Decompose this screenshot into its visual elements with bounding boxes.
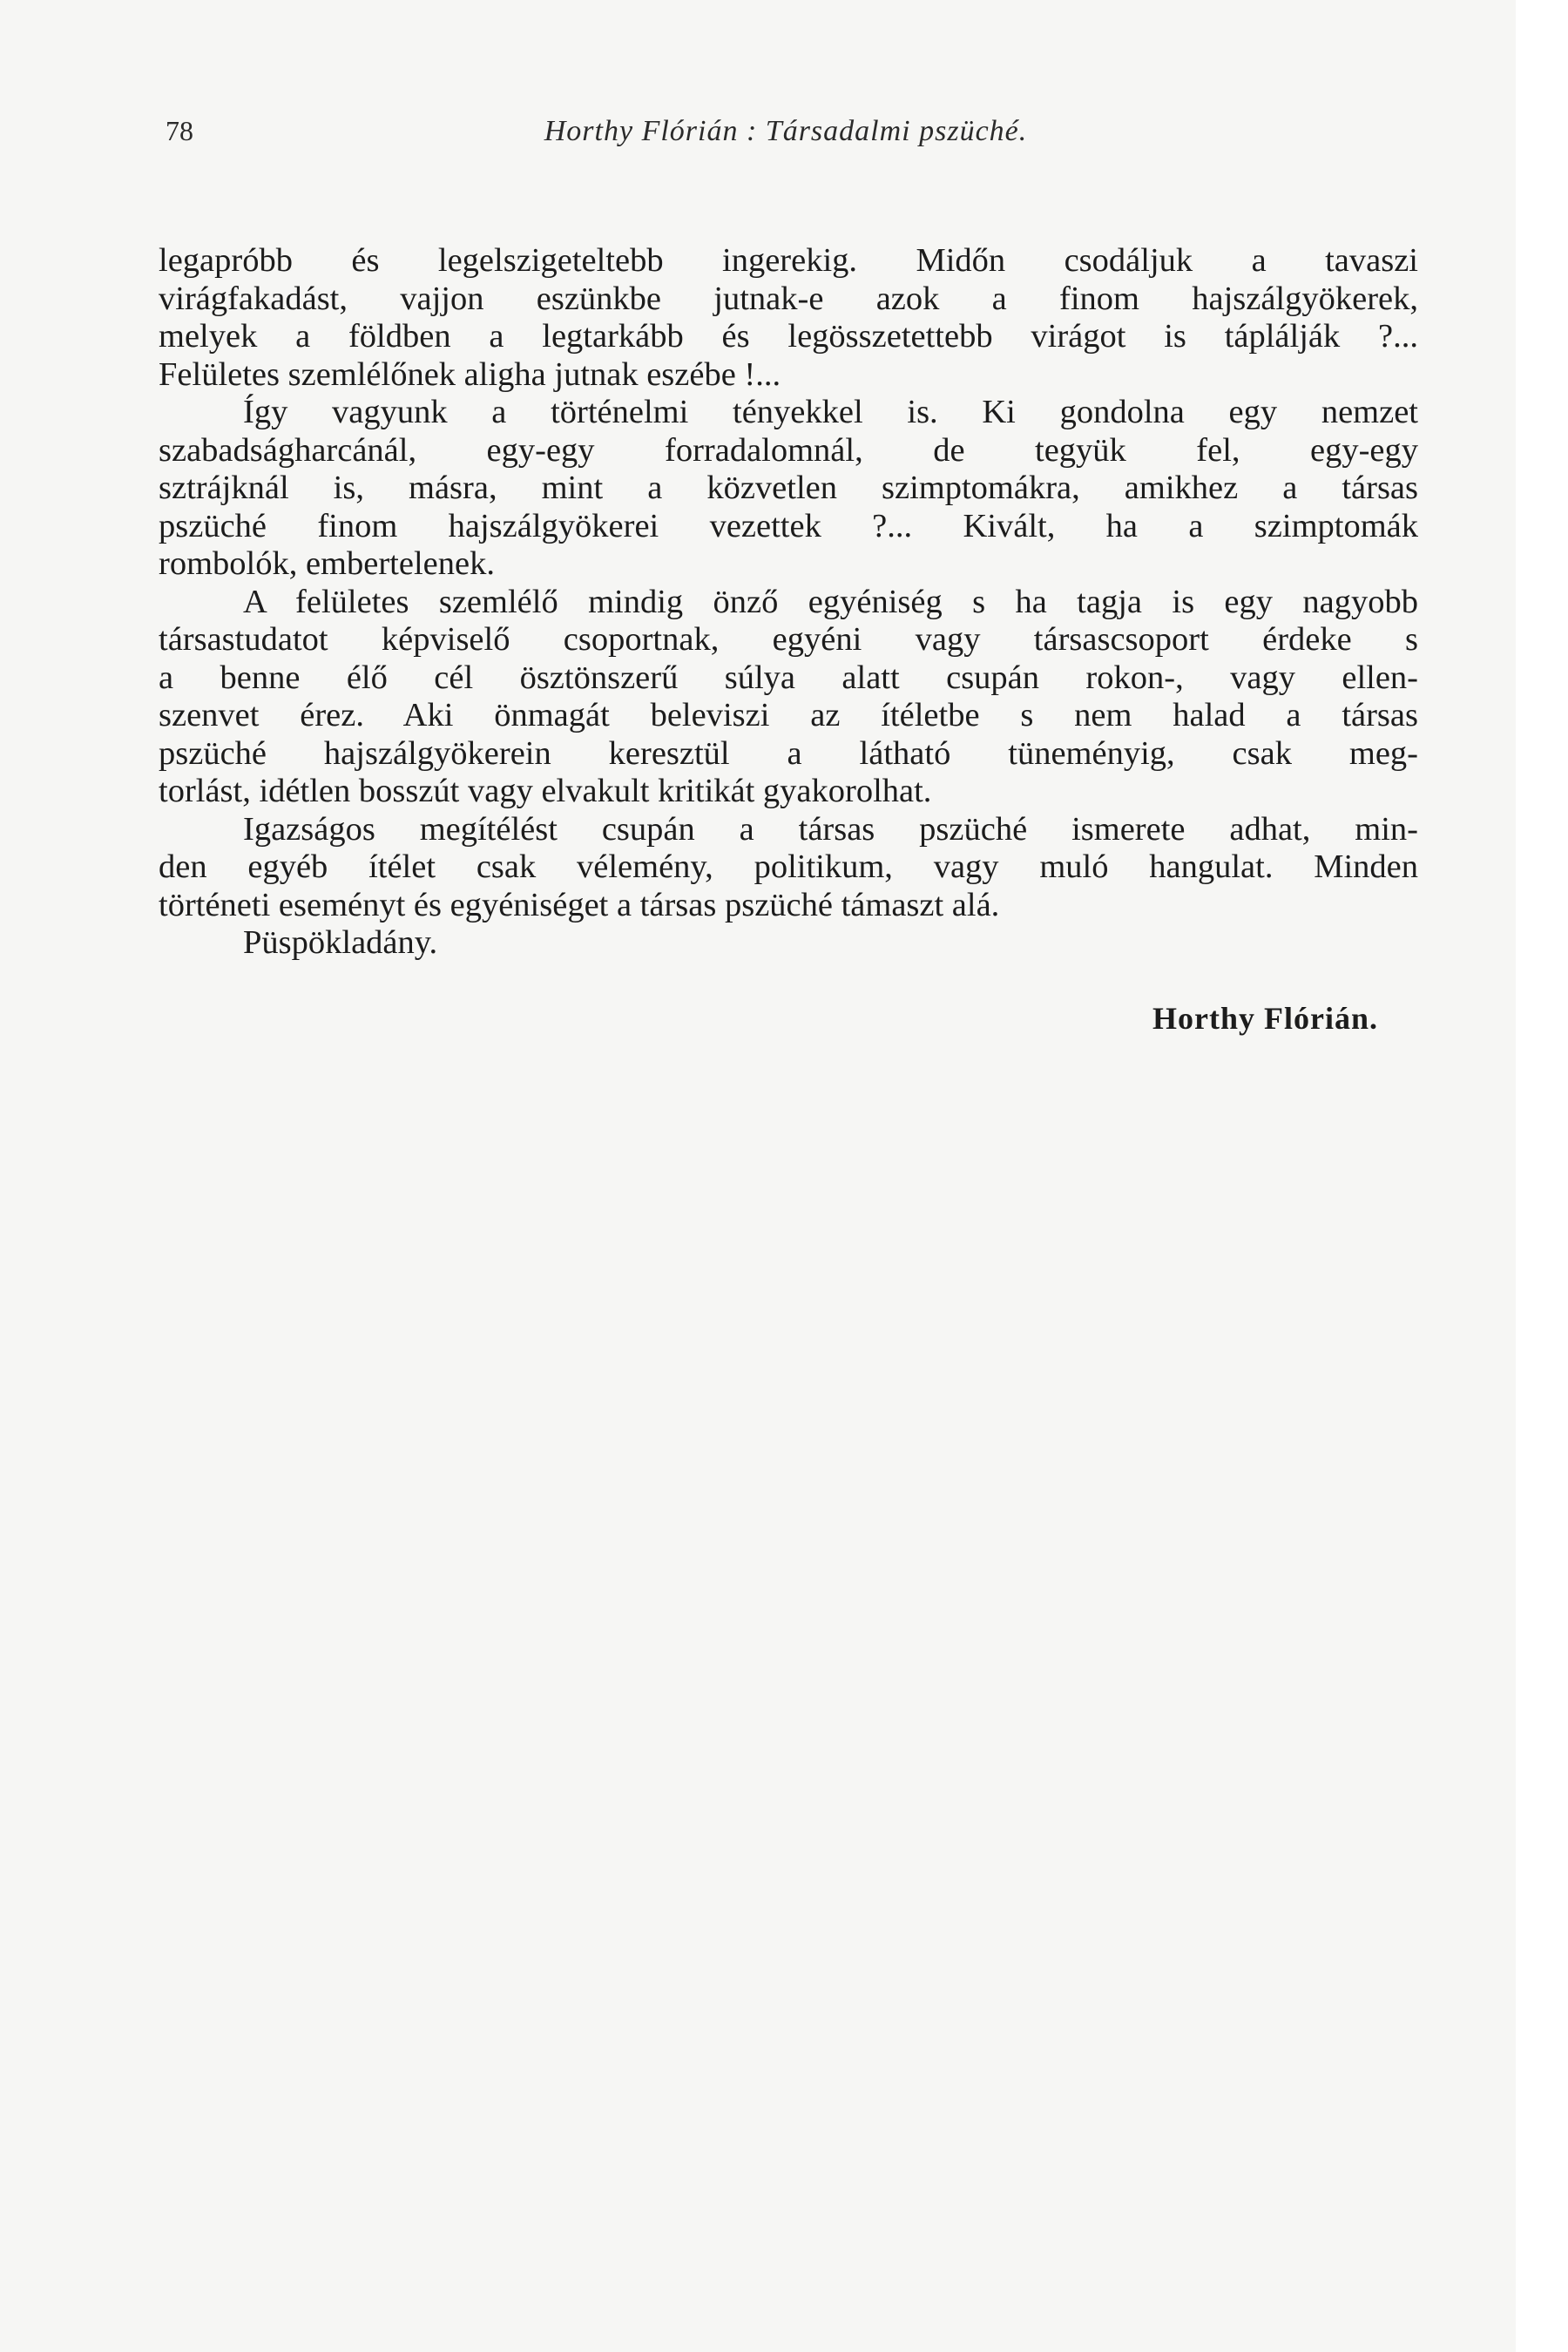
text-line: sztrájknál is, másra, mint a közvetlen szimptomákra, amikhez a társas xyxy=(159,470,1418,506)
text-line: den egyéb ítélet csak vélemény, politikum, vagy muló hangulat. Minden xyxy=(159,848,1418,885)
author-signature: Horthy Flórián. xyxy=(1152,1001,1378,1036)
text-line: pszüché hajszálgyökerein keresztül a látható tüneményig, csak meg- xyxy=(159,734,1418,772)
text-line: Igazságos megítélést csupán a társas pszüché ismerete adhat, min- xyxy=(243,810,1418,848)
text-line: történeti eseményt és egyéniséget a társas pszüché támaszt alá. xyxy=(159,886,1000,923)
text-line: legapróbb és legelszigeteltebb ingerekig. Midőn csodáljuk a tavaszi xyxy=(159,242,1418,279)
body-text xyxy=(159,242,1418,963)
text-line: melyek a földben a legtarkább és legösszetettebb virágot is táplálják ?... xyxy=(159,318,1418,355)
text-line: pszüché finom hajszálgyökerei vezettek ?... Kivált, ha a szimptomák xyxy=(159,507,1418,544)
running-title: Horthy Flórián : Társadalmi pszüché. xyxy=(544,115,1028,147)
text-line: A felületes szemlélő mindig önző egyéniség s ha tagja is egy nagyobb xyxy=(243,583,1418,620)
place-name: Püspökladány. xyxy=(243,924,438,961)
text-line: torlást, idétlen bosszút vagy elvakult kritikát gyakorolhat. xyxy=(159,773,932,809)
page-header xyxy=(159,115,1413,159)
text-line: társastudatot képviselő csoportnak, egyéni vagy társascsoport érdeke s xyxy=(159,621,1418,658)
text-line: a benne élő cél ösztönszerű súlya alatt csupán rokon-, vagy ellen- xyxy=(159,659,1418,696)
paragraph xyxy=(159,584,1418,811)
text-line: szabadságharcánál, egy-egy forradalomnál, de tegyük fel, egy-egy xyxy=(159,431,1418,469)
text-line: virágfakadást, vajjon eszünkbe jutnak-e azok a finom hajszálgyökerek, xyxy=(159,280,1418,317)
paragraph xyxy=(159,394,1418,584)
scan-margin xyxy=(1516,0,1568,2352)
text-line: rombolók, embertelenek. xyxy=(159,545,495,582)
page-number: 78 xyxy=(166,115,193,146)
text-line: Felületes szemlélőnek aligha jutnak eszébe !... xyxy=(159,355,781,393)
text-line: Így vagyunk a történelmi tényekkel is. Ki gondolna egy nemzet xyxy=(243,394,1418,430)
text-line: szenvet érez. Aki önmagát beleviszi az ítéletbe s nem halad a társas xyxy=(159,697,1418,733)
paragraph xyxy=(159,242,1418,394)
paragraph xyxy=(159,811,1418,925)
